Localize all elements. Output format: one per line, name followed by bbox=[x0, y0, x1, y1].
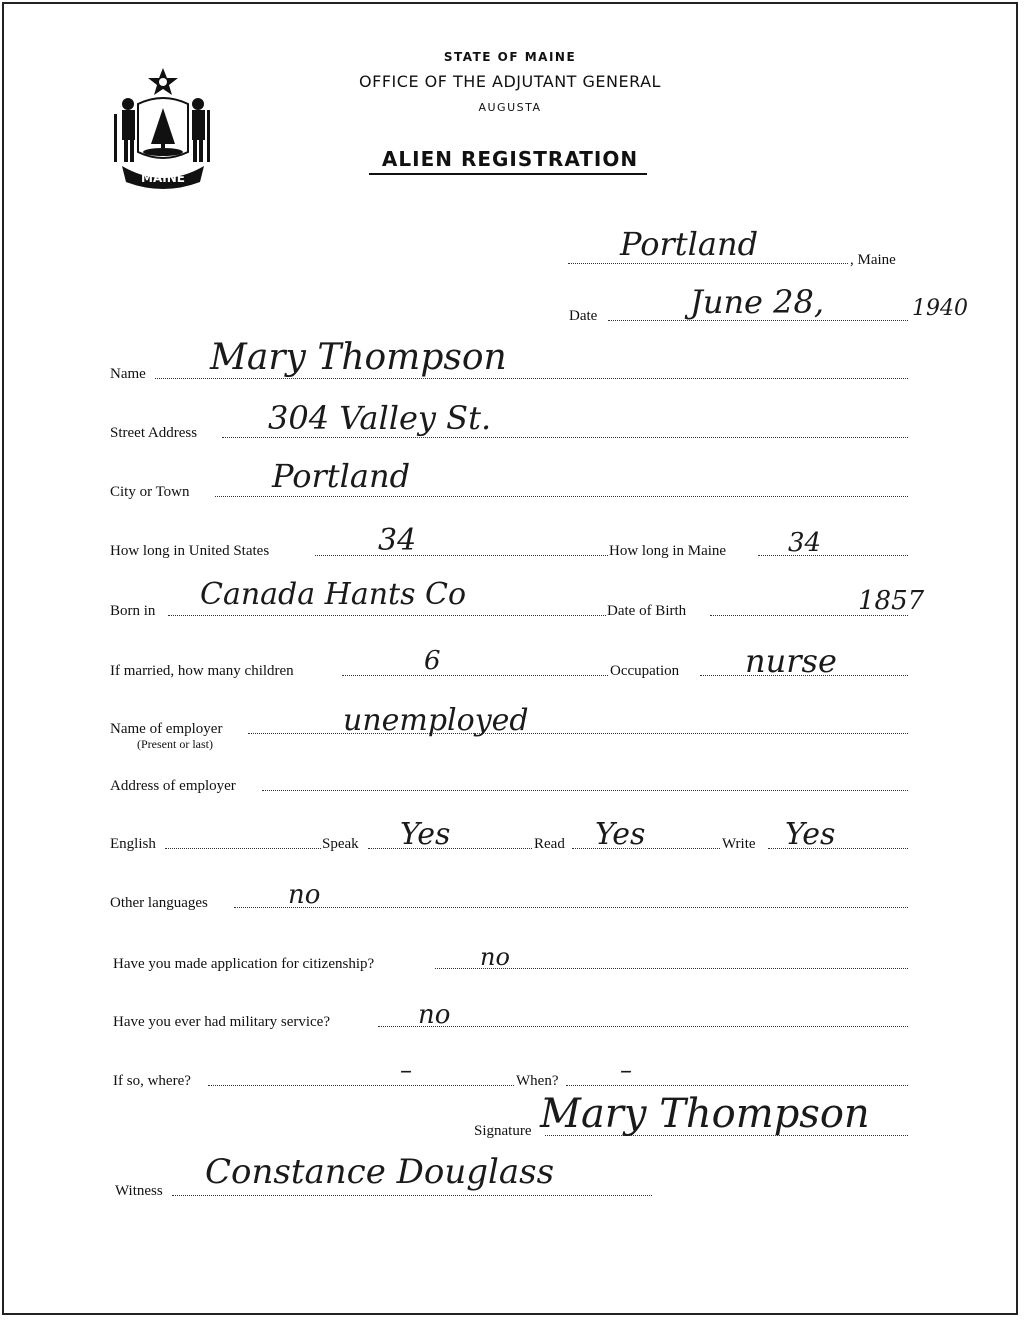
street-value: 304 Valley St. bbox=[268, 399, 492, 437]
city-line bbox=[215, 496, 908, 497]
form-title: ALIEN REGISTRATION bbox=[381, 147, 639, 171]
city-heading: AUGUSTA bbox=[478, 101, 542, 114]
citizenship-label: Have you made application for citizenship? bbox=[113, 956, 375, 972]
other-languages-value: no bbox=[288, 880, 321, 910]
children-value: 6 bbox=[424, 646, 441, 676]
born-in-value: Canada Hants Co bbox=[200, 577, 467, 612]
name-label: Name bbox=[110, 366, 146, 382]
how-long-maine-line bbox=[758, 555, 908, 556]
date-year-value: 1940 bbox=[912, 296, 968, 321]
years-us-value: 34 bbox=[378, 523, 417, 558]
military-line bbox=[378, 1026, 908, 1027]
location-value: Portland bbox=[620, 225, 759, 263]
witness-label: Witness bbox=[115, 1183, 163, 1199]
other-languages-label: Other languages bbox=[110, 895, 208, 911]
children-label: If married, how many children bbox=[110, 663, 294, 679]
read-label: Read bbox=[534, 836, 565, 852]
military-label: Have you ever had military service? bbox=[113, 1014, 330, 1030]
employer-sublabel: (Present or last) bbox=[137, 737, 213, 751]
how-long-us-line bbox=[315, 555, 608, 556]
employer-address-line bbox=[262, 790, 908, 791]
read-value: Yes bbox=[595, 817, 646, 852]
where-line bbox=[208, 1085, 514, 1086]
employer-value: unemployed bbox=[343, 703, 529, 738]
signature-label: Signature bbox=[474, 1123, 532, 1139]
date-label: Date bbox=[569, 308, 598, 324]
location-line bbox=[568, 263, 848, 264]
when-label: When? bbox=[516, 1073, 559, 1089]
employer-address-label: Address of employer bbox=[110, 778, 236, 794]
occupation-value: nurse bbox=[745, 642, 837, 680]
military-value: no bbox=[418, 1000, 451, 1030]
city-label: City or Town bbox=[110, 484, 190, 500]
dob-value: 1857 bbox=[858, 586, 925, 616]
born-in-line bbox=[168, 615, 606, 616]
occupation-label: Occupation bbox=[610, 663, 680, 679]
title-underline bbox=[369, 173, 647, 175]
how-long-maine-label: How long in Maine bbox=[609, 543, 727, 559]
city-value: Portland bbox=[272, 457, 411, 495]
write-value: Yes bbox=[785, 817, 836, 852]
witness-line bbox=[172, 1195, 652, 1196]
name-value: Mary Thompson bbox=[210, 337, 507, 378]
date-value: June 28, bbox=[690, 283, 825, 321]
english-line bbox=[165, 848, 321, 849]
years-maine-value: 34 bbox=[788, 528, 822, 558]
street-line bbox=[222, 437, 908, 438]
name-line bbox=[155, 378, 908, 379]
where-value: – bbox=[400, 1056, 412, 1084]
english-label: English bbox=[110, 836, 156, 852]
maine-state-seal-icon bbox=[108, 64, 218, 189]
citizenship-value: no bbox=[480, 943, 510, 971]
born-in-label: Born in bbox=[110, 603, 156, 619]
location-suffix: , Maine bbox=[850, 252, 896, 268]
other-languages-line bbox=[234, 907, 908, 908]
where-label: If so, where? bbox=[113, 1073, 191, 1089]
state-heading: STATE OF MAINE bbox=[443, 50, 577, 64]
speak-value: Yes bbox=[400, 817, 451, 852]
svg-text:MAINE: MAINE bbox=[141, 171, 185, 185]
when-value: – bbox=[620, 1056, 632, 1084]
write-label: Write bbox=[722, 836, 756, 852]
signature-value: Mary Thompson bbox=[540, 1091, 870, 1137]
witness-value: Constance Douglass bbox=[205, 1152, 555, 1192]
street-label: Street Address bbox=[110, 425, 198, 441]
employer-label: Name of employer bbox=[110, 721, 223, 737]
children-line bbox=[342, 675, 608, 676]
dob-label: Date of Birth bbox=[607, 603, 687, 619]
when-line bbox=[566, 1085, 908, 1086]
how-long-us-label: How long in United States bbox=[110, 543, 270, 559]
speak-label: Speak bbox=[322, 836, 359, 852]
office-heading: OFFICE OF THE ADJUTANT GENERAL bbox=[359, 72, 661, 91]
